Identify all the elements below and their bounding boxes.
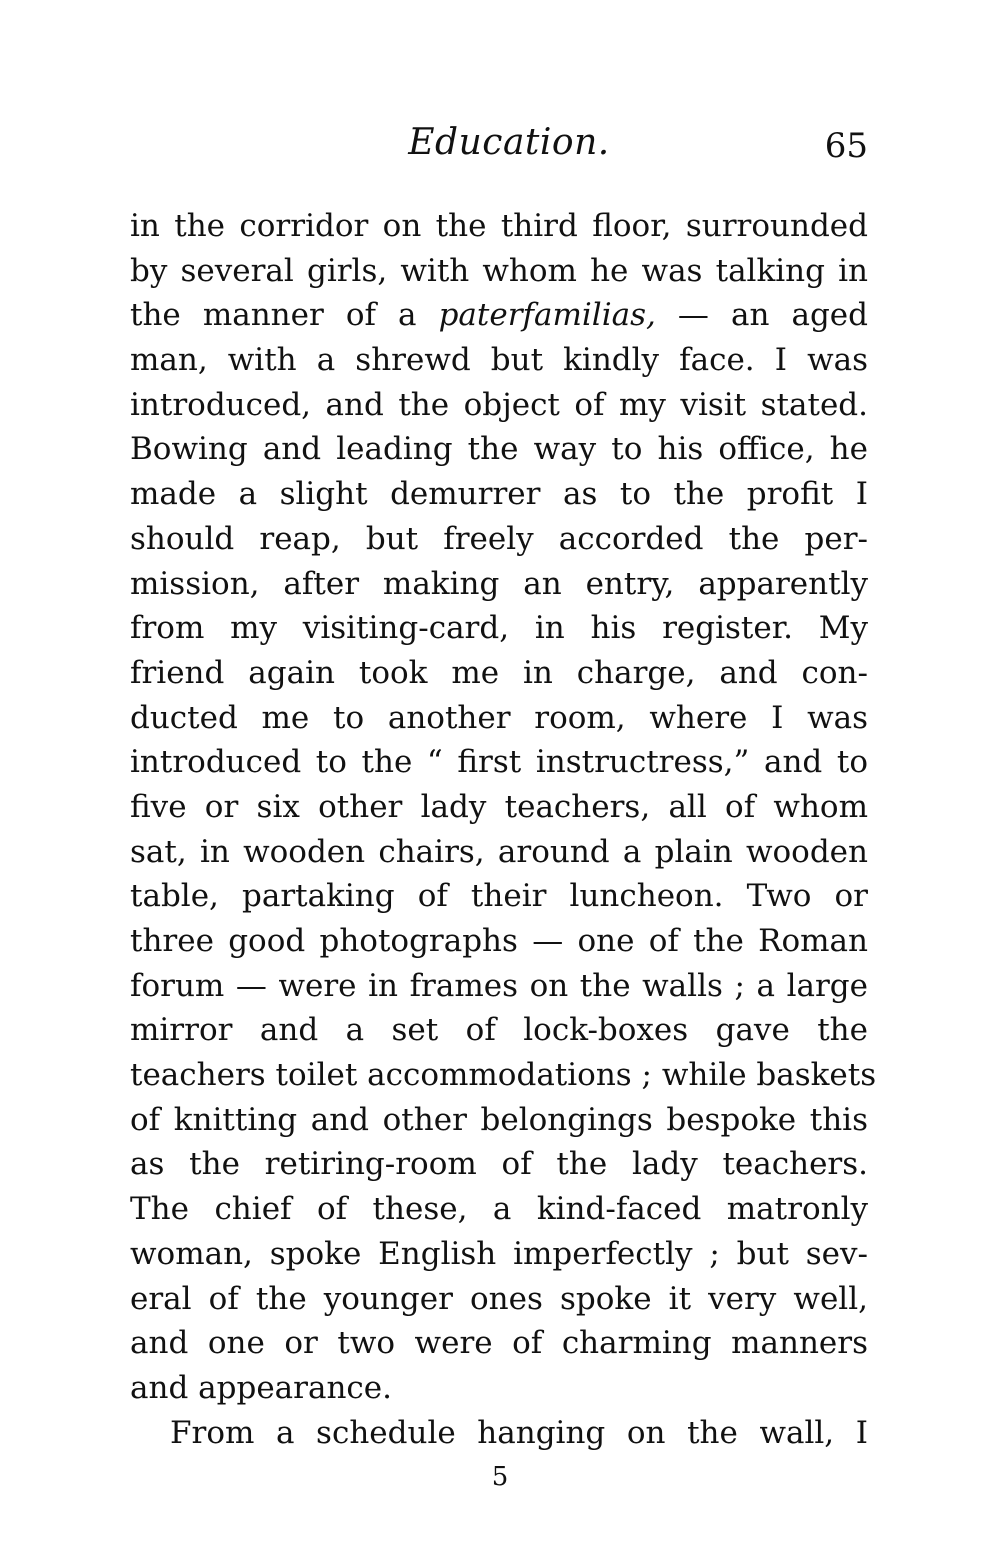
text-line: woman, spoke English imperfectly ; but sev- — [130, 1235, 868, 1272]
paragraph-start-line: From a schedule hanging on the wall, I — [170, 1414, 868, 1451]
text-line: made a slight demurrer as to the profit I — [130, 476, 868, 513]
text-line: three good photographs — one of the Roman — [130, 923, 868, 959]
text-line: mirror and a set of lock-boxes gave the — [130, 1012, 868, 1049]
paragraph-end-line: and appearance. — [130, 1369, 392, 1406]
text-line: The chief of these, a kind-faced matronly — [130, 1191, 868, 1228]
running-head — [130, 122, 868, 172]
text-line: eral of the younger ones spoke it very well, — [130, 1280, 868, 1317]
text-line-mixed — [130, 293, 868, 338]
text-line: mission, after making an entry, apparently — [130, 565, 868, 602]
text-line: man, with a shrewd but kindly face. I was — [130, 342, 868, 379]
text-line: table, partaking of their luncheon. Two or — [130, 878, 868, 915]
italic-term: paterfamilias, — [438, 297, 656, 334]
text-line: and one or two were of charming manners — [130, 1325, 868, 1362]
text-line: friend again took me in charge, and con- — [130, 654, 868, 691]
text-line: in the corridor on the third floor, surrounded — [130, 208, 868, 244]
text-line: Bowing and leading the way to his office, he — [130, 431, 868, 468]
text-line: sat, in wooden chairs, around a plain wooden — [130, 833, 868, 870]
text-line: teachers toilet accommodations ; while baskets — [130, 1057, 877, 1094]
text-fragment: the manner of a — [130, 297, 439, 334]
running-title: Education. — [408, 122, 610, 163]
text-line: of knitting and other belongings bespoke this — [130, 1101, 868, 1138]
text-line: ducted me to another room, where I was — [130, 699, 868, 736]
text-line: five or six other lady teachers, all of whom — [130, 788, 868, 825]
text-line: forum — were in frames on the walls ; a large — [130, 967, 868, 1004]
text-fragment: — an aged — [655, 297, 868, 334]
text-line: by several girls, with whom he was talking in — [130, 252, 868, 289]
text-line: as the retiring-room of the lady teachers. — [130, 1146, 868, 1183]
text-line: should reap, but freely accorded the per- — [130, 520, 868, 557]
body-text — [130, 204, 877, 1455]
text-line: introduced, and the object of my visit stated. — [130, 386, 868, 423]
text-line: from my visiting-card, in his register. My — [130, 610, 868, 647]
page-number: 65 — [824, 126, 868, 166]
text-line: introduced to the “ first instructress,” and to — [130, 744, 868, 781]
signature-mark: 5 — [491, 1462, 509, 1492]
